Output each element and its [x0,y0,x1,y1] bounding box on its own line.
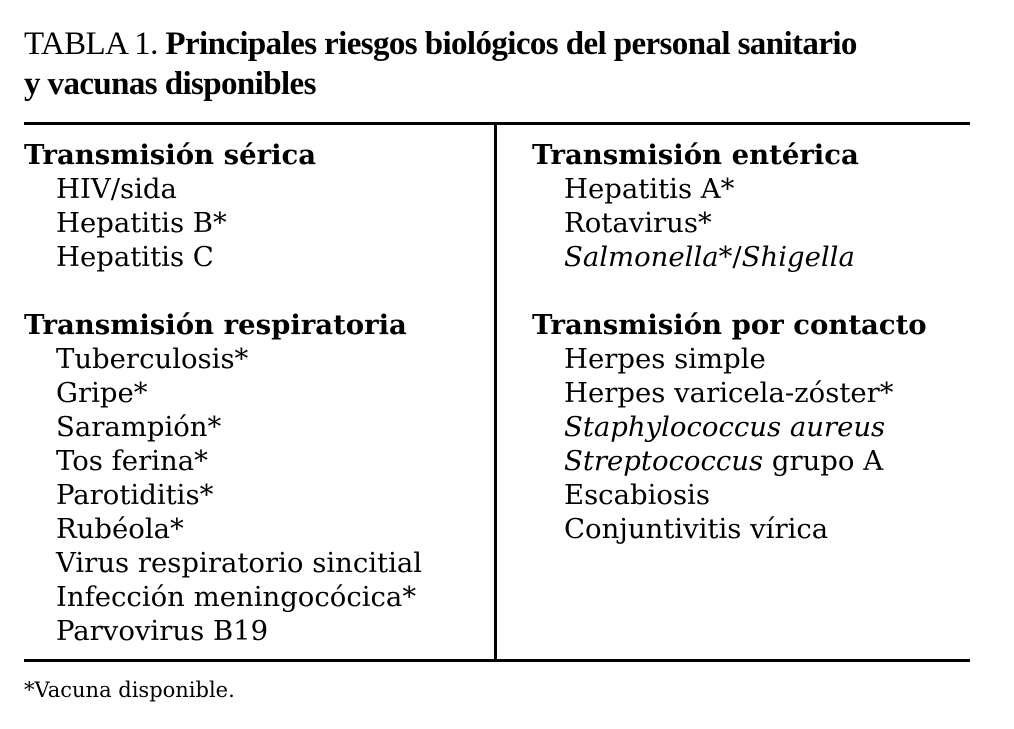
list-item: Herpes simple [564,343,766,375]
streptococcus-group-text: grupo A [763,445,884,477]
list-item: Tuberculosis* [56,343,249,375]
list-respiratoria [24,342,422,648]
list-item: Infección meningocócica* [56,581,417,613]
group-heading-respiratoria: Transmisión respiratoria [24,309,407,341]
table-title-line1: Principales riesgos biológicos del personal sanitario [165,26,857,62]
list-item: Tos ferina* [56,445,208,477]
table-label: TABLA 1. [24,26,158,62]
group-spacer [532,274,927,308]
list-item-staphylococcus: Staphylococcus aureus [564,411,886,443]
salmonella-text: Salmonella* [564,241,733,273]
list-enterica [532,172,927,274]
list-item: Rotavirus* [564,207,712,239]
list-item: Conjuntivitis vírica [564,513,829,545]
list-item-streptococcus [564,444,927,478]
list-item-salmonella-shigella [564,240,927,274]
group-heading-enterica: Transmisión entérica [532,139,859,171]
list-item: Hepatitis B* [56,207,227,239]
left-column [24,138,422,648]
list-item: Gripe* [56,377,148,409]
list-item: Parotiditis* [56,479,214,511]
group-heading-contacto: Transmisión por contacto [532,309,927,341]
list-item: HIV/sida [56,173,177,205]
list-contacto [532,342,927,546]
list-item: Hepatitis C [56,241,214,273]
top-rule [24,122,970,125]
footnote: *Vacuna disponible. [24,678,235,702]
column-divider [494,122,497,662]
streptococcus-text: Streptococcus [564,445,764,477]
bottom-rule [24,659,970,662]
slash-separator: / [732,241,742,273]
list-item: Parvovirus B19 [56,615,269,647]
list-item: Herpes varicela-zóster* [564,377,894,409]
list-serica [24,172,422,274]
list-item: Hepatitis A* [564,173,735,205]
table-title [24,24,984,104]
list-item: Virus respiratorio sincitial [56,547,423,579]
group-heading-serica: Transmisión sérica [24,139,317,171]
shigella-text: Shigella [741,241,855,273]
table-title-line2: y vacunas disponibles [24,66,316,102]
list-item: Rubéola* [56,513,184,545]
list-item: Escabiosis [564,479,710,511]
group-spacer [24,274,422,308]
list-item: Sarampión* [56,411,222,443]
right-column [532,138,927,546]
